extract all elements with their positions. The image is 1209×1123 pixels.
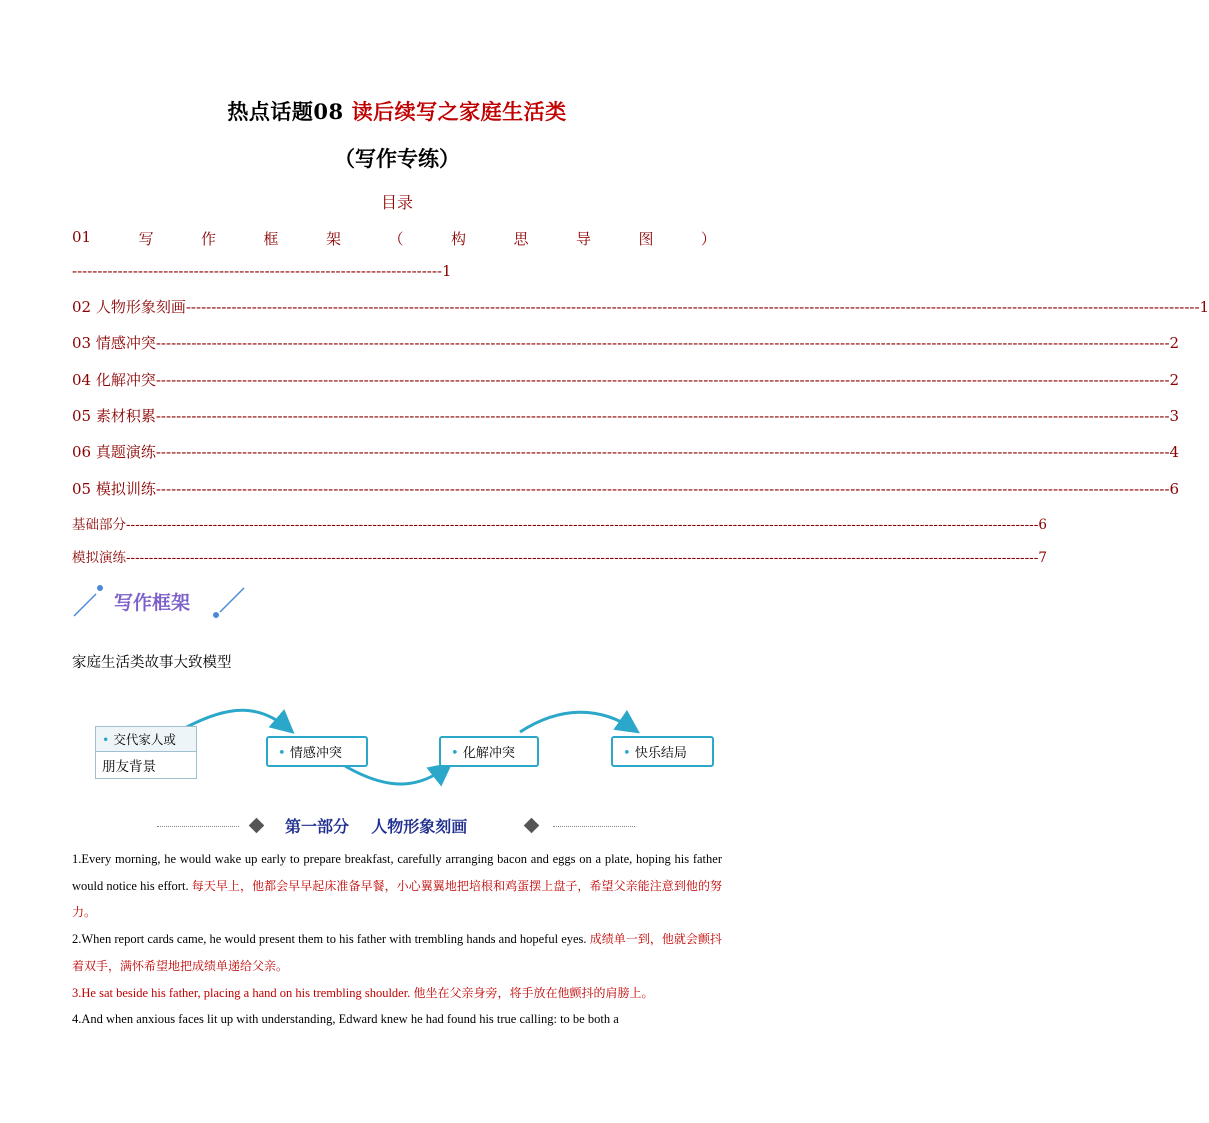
toc-item-page: 1: [1199, 298, 1209, 316]
toc-item-01-char: 思: [513, 230, 529, 248]
section-banner-title: 写作框架: [114, 592, 191, 614]
toc-item-01-char: ）: [700, 230, 716, 248]
toc-item[interactable]: [72, 405, 1180, 426]
page-title: [0, 96, 794, 126]
toc-item-page: 6: [1169, 480, 1180, 498]
toc-item[interactable]: [72, 332, 1180, 353]
paragraph-4: 4.And when anxious faces lit up with understanding, Edward knew he had found his true calling: to be both a: [72, 1012, 619, 1026]
toc-item-01-leader: -------------------------------------------------------------------------1: [72, 262, 452, 280]
part-heading: [0, 812, 794, 838]
toc-item-page: 4: [1169, 443, 1180, 461]
toc-item[interactable]: [72, 478, 1180, 499]
toc-item-01-char: 作: [201, 230, 217, 248]
toc-sub-item-page: 7: [1038, 550, 1047, 566]
toc-item-01-char: 框: [263, 230, 279, 248]
toc-item-label: 03 情感冲突: [72, 334, 156, 352]
toc-item-01-char: 架: [326, 230, 342, 248]
toc-item-label: 05 模拟训练: [72, 480, 156, 498]
toc-item-01-char: 01: [72, 228, 92, 246]
toc-item-label: 02 人物形象刻画: [72, 298, 186, 316]
toc-item-01[interactable]: [72, 228, 722, 249]
toc-item-page: 2: [1169, 371, 1180, 389]
flow-box-background: [95, 726, 197, 779]
diamond-right-icon: [524, 818, 540, 834]
toc-leader: --------------------------------------------------------------------------------------------------------------------------------------------------------------------------------------------------------: [155, 407, 1170, 425]
toc-item[interactable]: [72, 369, 1180, 390]
toc-sub-item[interactable]: [72, 513, 1047, 533]
toc-item-01-page: 1: [442, 262, 452, 280]
divider-left: [157, 826, 239, 827]
toc-item-label: 04 化解冲突: [72, 371, 156, 389]
paragraph-3: 3.He sat beside his father, placing a hand on his trembling shoulder. 他坐在父亲身旁，将手放在他颤抖的肩膀上。: [72, 986, 654, 1000]
toc-item-01-label: [72, 228, 716, 249]
paragraph-2: 2.When report cards came, he would present them to his father with trembling hands and hopeful eyes. 成绩单一到，他就会颤抖着双手，满怀希望地把成绩单递给父亲。: [72, 932, 722, 973]
toc-leader: --------------------------------------------------------------------------------------------------------------------------------------------------------------------------------------------------------: [155, 480, 1170, 498]
model-label: 家庭生活类故事大致模型: [72, 655, 232, 671]
toc-item-label: 05 素材积累: [72, 407, 156, 425]
page-subtitle: （写作专练）: [334, 146, 460, 171]
title-red: 读后续写之家庭生活类: [351, 99, 567, 124]
section-banner: [70, 582, 250, 630]
toc-leader: --------------------------------------------------------------------------------------------------------------------------------------------------------------------------------------------------------: [185, 298, 1200, 316]
flow-box-happy-ending: • 快乐结局: [611, 736, 714, 767]
toc-item-01-char: 导: [575, 230, 591, 248]
toc-item-page: 2: [1169, 334, 1180, 352]
flow-box-emotional-conflict: • 情感冲突: [266, 736, 368, 767]
divider-right: [553, 826, 635, 827]
flow-box-resolve-conflict: • 化解冲突: [439, 736, 539, 767]
part-heading-text: 第一部分 人物形象刻画: [285, 817, 468, 836]
toc-item-01-char: 图: [638, 230, 654, 248]
toc-item-01-char: 构: [450, 230, 466, 248]
toc-leader: --------------------------------------------------------------------------------------------------------------------------------------------------------------------------------------------------------: [155, 443, 1170, 461]
toc-leader: --------------------------------------------------------------------------------------------------------------------------------------------------------------------------------------------------------: [126, 517, 1039, 533]
flow-box-1-bottom: 朋友背景: [95, 752, 197, 779]
toc-leader: --------------------------------------------------------------------------------------------------------------------------------------------------------------------------------------------------------: [126, 550, 1039, 566]
toc-sub-item-label: 基础部分: [72, 517, 126, 533]
toc-sub-item-page: 6: [1038, 517, 1047, 533]
flow-box-1-top: • 交代家人或: [95, 726, 197, 752]
toc-item[interactable]: [72, 296, 1209, 317]
paragraph-1: 1.Every morning, he would wake up early to prepare breakfast, carefully arranging bacon and eggs on a plate, hoping his father would notice his effort. 每天早上，他都会早早起床准备早餐，小心翼翼地把培根和鸡蛋摆上盘子，希望父亲能注意到他的努力。: [72, 852, 722, 919]
toc-item-01-char: 写: [138, 230, 154, 248]
toc-sub-item[interactable]: [72, 546, 1047, 566]
toc-item[interactable]: [72, 441, 1180, 462]
toc-heading: 目录: [380, 193, 413, 212]
toc-sub-item-label: 模拟演练: [72, 550, 126, 566]
toc-item-label: 06 真题演练: [72, 443, 156, 461]
title-black: 热点话题08: [227, 99, 344, 124]
toc-leader: --------------------------------------------------------------------------------------------------------------------------------------------------------------------------------------------------------: [155, 334, 1170, 352]
diamond-left-icon: [249, 818, 265, 834]
toc-item-01-char: （: [388, 230, 404, 248]
toc-item-page: 3: [1169, 407, 1180, 425]
toc-leader: --------------------------------------------------------------------------------------------------------------------------------------------------------------------------------------------------------: [155, 371, 1170, 389]
